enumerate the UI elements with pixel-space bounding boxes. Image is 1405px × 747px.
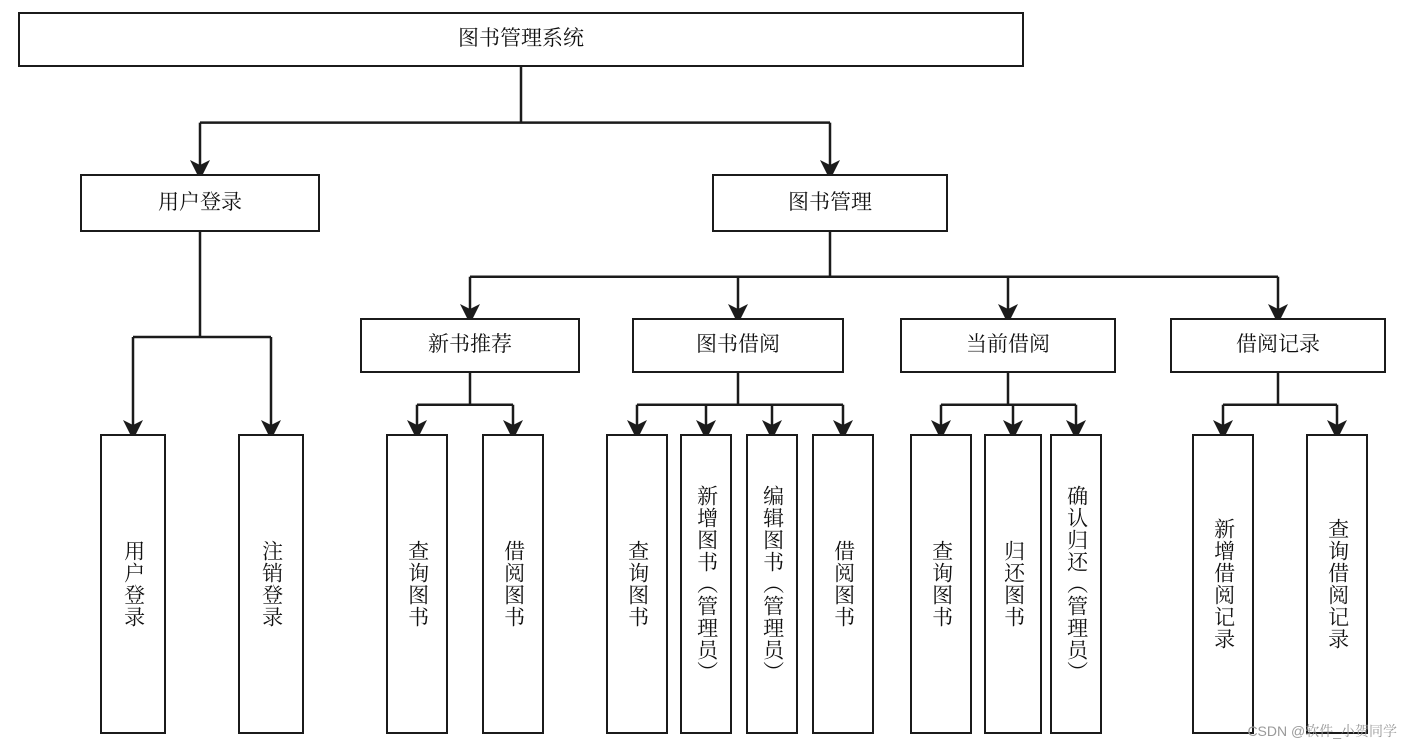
node-records[interactable] [1170, 318, 1386, 373]
node-label: 图书管理系统 [458, 27, 584, 51]
node-borrow-book2[interactable] [812, 434, 874, 734]
node-root[interactable] [18, 12, 1024, 67]
node-label: 新增图书（管理员） [694, 485, 718, 683]
node-label: 查询图书 [625, 540, 649, 628]
node-label: 查询借阅记录 [1325, 518, 1349, 650]
node-label: 用户登录 [158, 190, 242, 214]
node-label: 借阅记录 [1236, 333, 1320, 357]
node-label: 新书推荐 [428, 333, 512, 357]
node-label: 图书管理 [788, 190, 872, 214]
node-return-book[interactable] [984, 434, 1042, 734]
node-confirm-ret[interactable] [1050, 434, 1102, 734]
node-label: 当前借阅 [966, 333, 1050, 357]
node-add-record[interactable] [1192, 434, 1254, 734]
watermark-text: CSDN @软件_小贺同学 [1247, 723, 1397, 739]
node-label: 编辑图书（管理员） [760, 485, 784, 683]
node-add-book[interactable] [680, 434, 732, 734]
node-label: 归还图书 [1001, 540, 1025, 628]
node-label: 确认归还（管理员） [1064, 485, 1088, 683]
node-q-book-1[interactable] [386, 434, 448, 734]
node-label: 图书借阅 [696, 333, 780, 357]
node-userlogin[interactable] [100, 434, 166, 734]
node-current[interactable] [900, 318, 1116, 373]
node-q-book-3[interactable] [910, 434, 972, 734]
node-q-record[interactable] [1306, 434, 1368, 734]
node-newbook[interactable] [360, 318, 580, 373]
node-login[interactable] [80, 174, 320, 232]
node-label: 新增借阅记录 [1211, 518, 1235, 650]
node-label: 借阅图书 [501, 540, 525, 628]
node-label: 查询图书 [405, 540, 429, 628]
node-label: 查询图书 [929, 540, 953, 628]
node-borrow-book1[interactable] [482, 434, 544, 734]
node-edit-book[interactable] [746, 434, 798, 734]
node-bookmgmt[interactable] [712, 174, 948, 232]
node-q-book-2[interactable] [606, 434, 668, 734]
node-label: 注销登录 [259, 540, 283, 628]
node-borrow[interactable] [632, 318, 844, 373]
node-userlogout[interactable] [238, 434, 304, 734]
node-label: 用户登录 [121, 540, 145, 628]
node-label: 借阅图书 [831, 540, 855, 628]
